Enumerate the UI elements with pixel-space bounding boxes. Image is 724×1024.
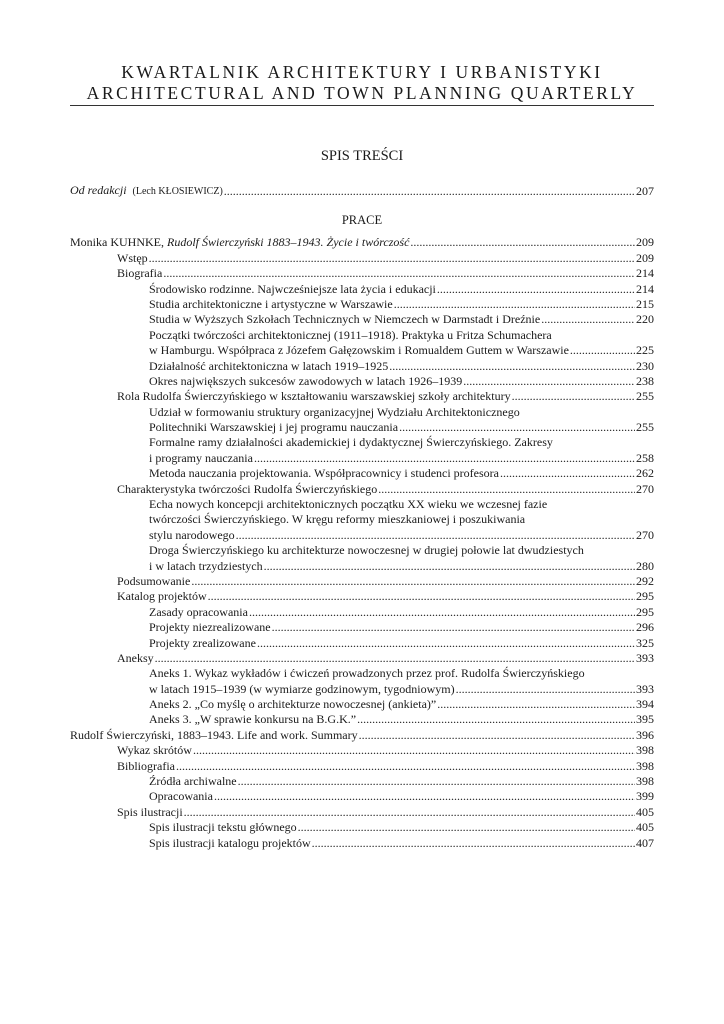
page-number: 398	[636, 774, 654, 789]
page-number: 230	[636, 358, 654, 373]
main-author: Monika KUHNKE,	[70, 235, 167, 250]
entry-label-line: Echa nowych koncepcji architektonicznych początku XX wieku we wczesnej fazie	[149, 497, 548, 512]
entry-label: Rudolf Świerczyński, 1883–1943. Life and work. Summary	[70, 727, 358, 742]
dot-leader	[410, 235, 635, 250]
page-number: 255	[636, 389, 654, 404]
entry-label: Zasady opracowania	[149, 604, 248, 619]
entry-label: Biografia	[117, 266, 163, 281]
toc-entry[interactable]	[70, 282, 654, 297]
toc-entry[interactable]	[70, 620, 654, 635]
entry-label-line: w Hamburgu. Współpraca z Józefem Gałęzowskim i Romualdem Guttem w Warszawie	[149, 343, 569, 358]
dot-leader	[298, 820, 635, 835]
entry-label-line: i w latach trzydziestych	[149, 558, 263, 573]
dot-leader	[437, 282, 635, 297]
page-number: 292	[636, 573, 654, 588]
page-number: 225	[636, 343, 654, 358]
entry-label: Opracowania	[149, 789, 213, 804]
dot-leader	[193, 743, 635, 758]
toc-entry[interactable]	[70, 789, 654, 804]
page-number: 405	[636, 820, 654, 835]
dot-leader	[224, 184, 635, 199]
entry-label: Charakterystyka twórczości Rudolfa Świerczyńskiego	[117, 481, 378, 496]
toc-entry[interactable]	[70, 420, 654, 435]
toc-entry[interactable]	[70, 528, 654, 543]
toc-entry[interactable]	[70, 636, 654, 651]
toc-entry-main-work[interactable]	[70, 235, 654, 250]
entry-label: Projekty zrealizowane	[149, 635, 256, 650]
toc-entry[interactable]	[70, 559, 654, 574]
dot-leader	[399, 420, 635, 435]
toc-entry[interactable]	[70, 820, 654, 835]
entry-label: Wstęp	[117, 250, 148, 265]
page-number: 407	[636, 835, 654, 850]
toc-entry[interactable]	[70, 297, 654, 312]
editorial-label: Od redakcji	[70, 182, 127, 197]
page-number: 398	[636, 758, 654, 773]
dot-leader	[191, 574, 635, 589]
toc-entry[interactable]	[70, 466, 654, 481]
entry-label: Spis ilustracji	[117, 804, 183, 819]
entry-label-line: twórczości Świerczyńskiego. W kręgu reformy mieszkaniowej i poszukiwania	[149, 512, 526, 527]
journal-header	[70, 62, 654, 104]
dot-leader	[312, 836, 635, 851]
dot-leader	[236, 528, 635, 543]
page-number: 207	[636, 183, 654, 198]
journal-title-polish: KWARTALNIK ARCHITEKTURY I URBANISTYKI	[121, 62, 603, 82]
entry-label-line: stylu narodowego	[149, 527, 235, 542]
toc-entry[interactable]	[70, 574, 654, 589]
toc-entry[interactable]	[70, 682, 654, 697]
page-number: 280	[636, 558, 654, 573]
dot-leader	[184, 805, 635, 820]
entry-label-line: Aneks 1. Wykaz wykładów i ćwiczeń prowadzonych przez prof. Rudolfa Świerczyńskiego	[149, 666, 585, 681]
entry-label: Aneksy	[117, 650, 154, 665]
dot-leader	[570, 343, 635, 358]
entry-label: Projekty niezrealizowane	[149, 620, 271, 635]
toc-entry[interactable]	[70, 374, 654, 389]
entry-label-line: Politechniki Warszawskiej i jej programu nauczania	[149, 420, 399, 435]
dot-leader	[208, 589, 635, 604]
entry-label-line: Udział w formowaniu struktury organizacyjnej Wydziału Architektonicznego	[149, 404, 520, 419]
page-number: 398	[636, 743, 654, 758]
page-number: 215	[636, 296, 654, 311]
page-number: 295	[636, 604, 654, 619]
page-number: 325	[636, 635, 654, 650]
entry-label: Rola Rudolfa Świerczyńskiego w kształtowaniu warszawskiej szkoły architektury	[117, 389, 511, 404]
table-of-contents	[70, 184, 654, 851]
toc-entry[interactable]	[70, 651, 654, 666]
entry-label: Studia architektoniczne i artystyczne w Warszawie	[149, 296, 393, 311]
page-number: 270	[636, 481, 654, 496]
toc-entry[interactable]	[70, 697, 654, 712]
page-number: 295	[636, 589, 654, 604]
toc-entry[interactable]	[70, 482, 654, 497]
toc-entry[interactable]	[70, 343, 654, 358]
dot-leader	[155, 651, 635, 666]
dot-leader	[512, 389, 635, 404]
dot-leader	[254, 451, 635, 466]
page-number: 262	[636, 466, 654, 481]
entry-label-line: Początki twórczości architektonicznej (1911–1918). Praktyka u Fritza Schumachera	[149, 327, 552, 342]
entry-label: Spis ilustracji katalogu projektów	[149, 835, 311, 850]
header-rule	[70, 105, 654, 106]
page-number: 255	[636, 420, 654, 435]
toc-entry[interactable]	[70, 605, 654, 620]
toc-entry[interactable]	[70, 251, 654, 266]
entry-label: Działalność architektoniczna w latach 1919–1925	[149, 358, 389, 373]
toc-entry[interactable]	[70, 589, 654, 604]
page-number: 396	[636, 727, 654, 742]
toc-entry[interactable]	[70, 451, 654, 466]
dot-leader	[176, 759, 635, 774]
entry-label: Spis ilustracji tekstu głównego	[149, 820, 297, 835]
entry-label: Podsumowanie	[117, 573, 191, 588]
dot-leader	[359, 728, 635, 743]
entry-label: Okres największych sukcesów zawodowych w latach 1926–1939	[149, 373, 463, 388]
main-title: Rudolf Świerczyński 1883–1943. Życie i twórczość	[167, 235, 410, 250]
toc-entry-editorial[interactable]	[70, 184, 654, 199]
toc-entry[interactable]	[70, 743, 654, 758]
entry-label: Aneks 2. „Co myślę o architekturze nowoczesnej (ankieta)”	[149, 697, 437, 712]
entry-label-line: Formalne ramy działalności akademickiej i dydaktycznej Świerczyńskiego. Zakresy	[149, 435, 553, 450]
page-number: 220	[636, 312, 654, 327]
toc-entry[interactable]	[70, 774, 654, 789]
entry-label-line: i programy nauczania	[149, 450, 253, 465]
section-heading: PRACE	[341, 213, 383, 228]
entry-label: Studia w Wyższych Szkołach Technicznych w Niemczech w Darmstadt i Dreźnie	[149, 312, 541, 327]
toc-entry[interactable]	[70, 266, 654, 281]
dot-leader	[214, 789, 635, 804]
page-number: 393	[636, 681, 654, 696]
page-number: 393	[636, 650, 654, 665]
toc-entry[interactable]	[70, 728, 654, 743]
page-number: 399	[636, 789, 654, 804]
entry-label: Aneks 3. „W sprawie konkursu na B.G.K.”	[149, 712, 357, 727]
toc-entry[interactable]	[70, 389, 654, 404]
dot-leader	[394, 297, 635, 312]
dot-leader	[257, 636, 635, 651]
entry-label-line: w latach 1915–1939 (w wymiarze godzinowym, tygodniowym)	[149, 681, 455, 696]
entry-label: Bibliografia	[117, 758, 175, 773]
entry-label: Metoda nauczania projektowania. Współpracownicy i studenci profesora	[149, 466, 499, 481]
dot-leader	[463, 374, 635, 389]
toc-entry[interactable]	[70, 359, 654, 374]
page-number: 394	[636, 697, 654, 712]
dot-leader	[272, 620, 635, 635]
dot-leader	[249, 605, 635, 620]
page-number: 405	[636, 804, 654, 819]
dot-leader	[163, 266, 635, 281]
page-number: 395	[636, 712, 654, 727]
page-title: SPIS TREŚCI	[320, 148, 404, 164]
dot-leader	[389, 359, 635, 374]
dot-leader	[437, 697, 635, 712]
dot-leader	[456, 682, 635, 697]
toc-entry[interactable]	[70, 312, 654, 327]
entry-label: Źródła archiwalne	[149, 774, 237, 789]
toc-entry[interactable]	[70, 713, 654, 728]
toc-entry[interactable]	[70, 759, 654, 774]
dot-leader	[500, 466, 635, 481]
page-number: 258	[636, 450, 654, 465]
page-number: 214	[636, 266, 654, 281]
page-number: 214	[636, 281, 654, 296]
page-number: 238	[636, 373, 654, 388]
entry-label: Środowisko rodzinne. Najwcześniejsze lata życia i edukacji	[149, 281, 436, 296]
dot-leader	[357, 712, 635, 727]
journal-title-english: ARCHITECTURAL AND TOWN PLANNING QUARTERLY	[86, 83, 638, 103]
dot-leader	[378, 482, 635, 497]
dot-leader	[238, 774, 635, 789]
entry-label: Katalog projektów	[117, 589, 207, 604]
page-number: 209	[636, 250, 654, 265]
editorial-author: (Lech KŁOSIEWICZ)	[132, 185, 223, 197]
entry-label: Wykaz skrótów	[117, 743, 192, 758]
page-number: 209	[636, 235, 654, 250]
dot-leader	[264, 559, 635, 574]
page-number: 296	[636, 620, 654, 635]
dot-leader	[541, 312, 635, 327]
dot-leader	[149, 251, 635, 266]
toc-entry[interactable]	[70, 805, 654, 820]
toc-entry[interactable]	[70, 836, 654, 851]
entry-label-line: Droga Świerczyńskiego ku architekturze nowoczesnej w drugiej połowie lat dwudziestych	[149, 543, 584, 558]
page-number: 270	[636, 527, 654, 542]
